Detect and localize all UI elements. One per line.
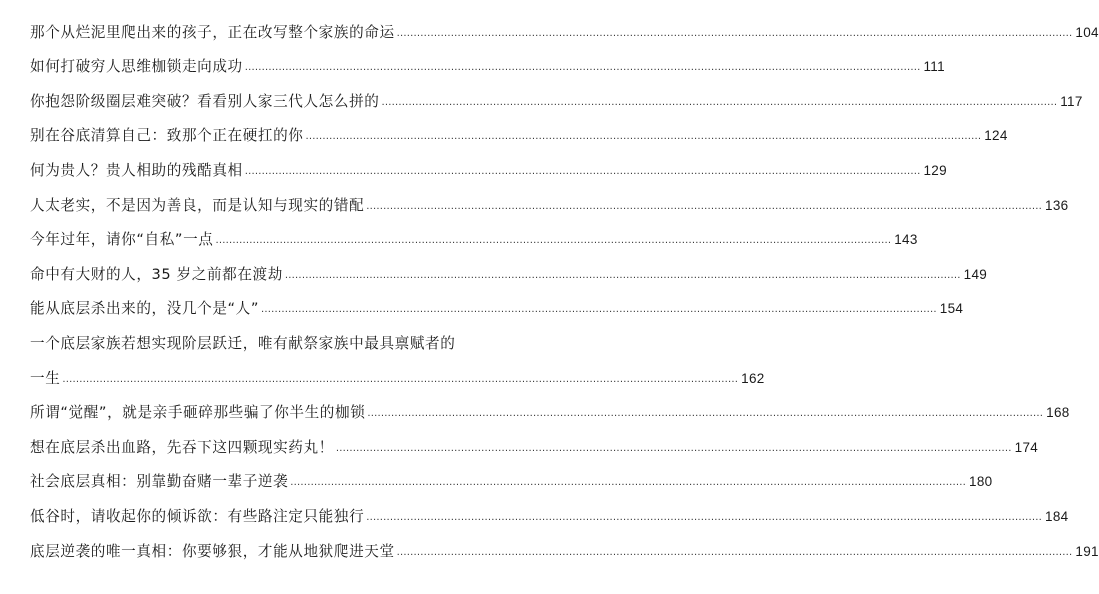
dot-leader: ........................................................................................................................................................................................................ [367, 408, 1044, 420]
toc-entry-page-number: 162 [741, 370, 765, 386]
toc-entry-title: 所谓“觉醒”，就是亲手砸碎那些骗了你半生的枷锁 [30, 404, 366, 422]
toc-entry[interactable] [30, 43, 945, 78]
toc-entry[interactable] [30, 216, 918, 251]
toc-entry-page-number: 104 [1075, 24, 1099, 40]
dot-leader: ........................................................................................................................................................................................................ [335, 442, 1012, 454]
toc-entry-title: 能从底层杀出来的，没几个是“人” [30, 300, 260, 318]
toc-entry[interactable] [30, 492, 1069, 527]
dot-leader: ........................................................................................................................................................................................................ [290, 477, 967, 489]
dot-leader: ........................................................................................................................................................................................................ [305, 131, 982, 143]
dot-leader: ........................................................................................................................................................................................................ [261, 304, 937, 316]
toc-entry-title: 别在谷底清算自己：致那个正在硬扛的你 [30, 127, 304, 145]
dot-leader: ........................................................................................................................................................................................................ [62, 373, 739, 385]
toc-entry-title: 那个从烂泥里爬出来的孩子，正在改写整个家族的命运 [30, 23, 395, 41]
toc-entry-page-number: 168 [1046, 405, 1070, 421]
toc-entry-title-line2: 一生 [30, 369, 61, 387]
toc-entry-title: 你抱怨阶级圈层难突破？看看别人家三代人怎么拼的 [30, 92, 380, 110]
toc-entry-title: 社会底层真相：别靠勤奋赌一辈子逆袭 [30, 473, 289, 491]
toc-entry-page-number: 143 [894, 232, 918, 248]
toc-entry[interactable] [30, 181, 1069, 216]
dot-leader: ........................................................................................................................................................................................................ [381, 96, 1058, 108]
toc-entry[interactable] [30, 77, 1083, 112]
toc-entry-page-number: 124 [984, 128, 1008, 144]
toc-entry-page-number: 180 [969, 474, 993, 490]
toc-entry-wrapped-line1[interactable] [30, 319, 510, 354]
toc-entry[interactable] [30, 527, 1099, 562]
toc-entry-page-number: 174 [1014, 439, 1039, 455]
toc-entry[interactable] [30, 285, 964, 320]
toc-entry-page-number: 154 [939, 301, 964, 317]
toc-entry[interactable] [30, 458, 993, 493]
dot-leader: ........................................................................................................................................................................................................ [244, 165, 921, 177]
toc-entry-page-number: 111 [923, 59, 945, 75]
toc-entry[interactable] [30, 250, 988, 285]
dot-leader: ........................................................................................................................................................................................................ [366, 511, 1043, 523]
toc-entry-page-number: 191 [1075, 543, 1099, 559]
dot-leader: ........................................................................................................................................................................................................ [396, 27, 1073, 39]
toc-entry-title: 人太老实，不是因为善良，而是认知与现实的错配 [30, 196, 365, 214]
toc-entry-page-number: 136 [1045, 197, 1069, 213]
toc-entry-page-number: 149 [963, 266, 988, 282]
dot-leader: ........................................................................................................................................................................................................ [244, 62, 921, 74]
toc-entry[interactable] [30, 389, 1070, 424]
toc-entry-title: 何为贵人？贵人相助的残酷真相 [30, 161, 243, 179]
toc-entry[interactable] [30, 423, 1039, 458]
toc-entry-wrapped-line2[interactable] [30, 354, 765, 389]
toc-entry-title: 底层逆袭的唯一真相：你要够狠，才能从地狱爬进天堂 [30, 542, 395, 560]
toc-entry-title-line1: 一个底层家族若想实现阶层跃迁，唯有献祭家族中最具禀赋者的 [30, 334, 456, 352]
dot-leader: ........................................................................................................................................................................................................ [215, 235, 892, 247]
toc-entry-page-number: 184 [1045, 508, 1069, 524]
toc-entry[interactable] [30, 112, 1008, 147]
toc-entry[interactable] [30, 8, 1099, 43]
dot-leader: ........................................................................................................................................................................................................ [396, 546, 1073, 558]
toc-entry-title: 命中有大财的人，35 岁之前都在渡劫 [30, 265, 283, 283]
toc-entry-page-number: 129 [923, 162, 947, 178]
toc-entry-title: 想在底层杀出血路，先吞下这四颗现实药丸！ [30, 438, 334, 456]
table-of-contents [30, 8, 1099, 562]
toc-entry-title: 如何打破穷人思维枷锁走向成功 [30, 58, 243, 76]
dot-leader: ........................................................................................................................................................................................................ [366, 200, 1043, 212]
toc-entry[interactable] [30, 146, 947, 181]
toc-entry-page-number: 117 [1060, 93, 1083, 109]
toc-entry-title: 今年过年，请你“自私”一点 [30, 231, 214, 249]
toc-entry-title: 低谷时，请收起你的倾诉欲：有些路注定只能独行 [30, 507, 365, 525]
dot-leader: ........................................................................................................................................................................................................ [284, 269, 961, 281]
